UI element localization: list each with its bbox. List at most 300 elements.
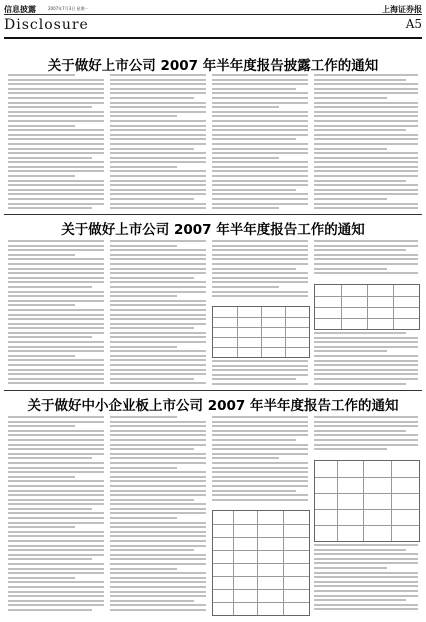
text-line [314, 170, 418, 172]
article-1-column-3 [212, 74, 308, 214]
text-line [8, 471, 104, 473]
text-line [8, 254, 75, 256]
text-line [314, 383, 406, 385]
text-line [314, 189, 418, 191]
article-3-table-1 [212, 510, 310, 616]
text-line [8, 604, 104, 606]
text-line [314, 125, 418, 127]
text-line [8, 83, 104, 85]
text-line [110, 314, 206, 316]
text-line [212, 166, 308, 168]
text-line [8, 355, 75, 357]
text-line [110, 277, 194, 279]
text-line [110, 508, 206, 510]
text-line [314, 161, 418, 163]
text-line [212, 286, 279, 288]
text-line [110, 457, 206, 459]
text-line [314, 416, 418, 418]
text-line [110, 74, 206, 76]
text-line [314, 152, 418, 154]
text-line [212, 425, 308, 427]
text-line [314, 448, 387, 450]
text-line [314, 193, 418, 195]
text-line [110, 522, 206, 524]
article-3-column-1 [8, 416, 104, 616]
text-line [8, 416, 104, 418]
text-line [110, 499, 194, 501]
text-line [212, 434, 308, 436]
text-line [110, 490, 206, 492]
text-line [110, 609, 206, 611]
text-line [212, 360, 308, 362]
text-line [314, 111, 418, 113]
text-line [110, 166, 177, 168]
text-line [314, 581, 418, 583]
text-line [8, 258, 104, 260]
text-line [314, 558, 418, 560]
text-line [212, 138, 296, 140]
text-line [110, 249, 206, 251]
text-line [8, 193, 104, 195]
text-line [110, 258, 206, 260]
text-line [8, 295, 104, 297]
text-line [212, 97, 308, 99]
text-line [314, 203, 418, 205]
text-line [314, 175, 418, 177]
article-2-bottom-rule [4, 390, 422, 391]
text-line [110, 425, 206, 427]
text-line [8, 369, 104, 371]
text-line [8, 92, 104, 94]
text-line [110, 572, 206, 574]
text-line [314, 254, 418, 256]
text-line [110, 471, 206, 473]
text-line [8, 490, 104, 492]
text-line [110, 125, 206, 127]
text-line [110, 157, 206, 159]
article-3-column-2 [110, 416, 206, 616]
text-line [110, 170, 206, 172]
text-line [8, 175, 75, 177]
text-line [8, 577, 75, 579]
text-line [8, 425, 75, 427]
text-line [8, 166, 104, 168]
text-line [110, 143, 206, 145]
text-line [212, 125, 308, 127]
text-line [8, 115, 104, 117]
text-line [110, 268, 206, 270]
article-3-column-4 [314, 416, 418, 456]
text-line [314, 567, 387, 569]
text-line [110, 300, 206, 302]
text-line [314, 120, 418, 122]
text-line [110, 595, 206, 597]
text-line [212, 152, 308, 154]
text-line [8, 503, 104, 505]
text-line [212, 79, 308, 81]
text-line [8, 540, 104, 542]
text-line [8, 198, 104, 200]
text-line [212, 198, 308, 200]
text-line [110, 563, 206, 565]
text-line [110, 568, 177, 570]
text-line [314, 74, 418, 76]
text-line [314, 97, 387, 99]
text-line [8, 249, 104, 251]
text-line [110, 369, 206, 371]
text-line [8, 453, 104, 455]
text-line [314, 258, 418, 260]
article-2-table-2 [314, 284, 420, 330]
article-2-column-1 [8, 240, 104, 388]
article-3-headline: 关于做好中小企业板上市公司 2007 年半年度报告工作的通知 [27, 398, 399, 414]
text-line [314, 585, 418, 587]
text-line [110, 323, 206, 325]
section-name-en: Disclosure [4, 17, 89, 33]
text-line [212, 148, 308, 150]
article-2-headline: 关于做好上市公司 2007 年半年度报告工作的通知 [61, 222, 365, 238]
text-line [314, 88, 418, 90]
text-line [314, 439, 418, 441]
text-line [212, 157, 279, 159]
text-line [110, 503, 206, 505]
text-line [8, 79, 104, 81]
text-line [110, 444, 206, 446]
text-line [8, 350, 104, 352]
text-line [110, 332, 206, 334]
text-line [110, 577, 206, 579]
text-line [8, 272, 104, 274]
text-line [8, 300, 104, 302]
text-line [110, 558, 206, 560]
text-line [212, 378, 296, 380]
text-line [8, 586, 104, 588]
text-line [110, 554, 206, 556]
text-line [212, 476, 308, 478]
text-line [110, 245, 177, 247]
text-line [8, 332, 104, 334]
text-line [8, 430, 104, 432]
text-line [8, 444, 104, 446]
text-line [8, 346, 104, 348]
text-line [314, 79, 406, 81]
issue-date: 2007年7月3日 星期一 [48, 6, 89, 11]
text-line [8, 609, 92, 611]
article-1-column-2 [110, 74, 206, 214]
text-line [110, 373, 206, 375]
text-line [212, 421, 308, 423]
text-line [8, 106, 92, 108]
text-line [8, 111, 104, 113]
text-line [110, 336, 206, 338]
text-line [212, 490, 296, 492]
text-line [110, 97, 194, 99]
text-line [212, 143, 308, 145]
text-line [8, 327, 104, 329]
text-line [8, 318, 104, 320]
text-line [212, 268, 296, 270]
text-line [314, 544, 418, 546]
text-line [212, 295, 308, 297]
text-line [212, 494, 308, 496]
text-line [212, 291, 308, 293]
text-line [212, 369, 308, 371]
text-line [314, 337, 418, 339]
article-1-column-1 [8, 74, 104, 214]
article-1-bottom-rule [4, 214, 422, 215]
text-line [8, 572, 104, 574]
text-line [110, 134, 206, 136]
text-line [8, 129, 104, 131]
text-line [110, 203, 206, 205]
text-line [314, 148, 387, 150]
text-line [314, 249, 406, 251]
text-line [8, 245, 104, 247]
article-3-column-3 [212, 416, 308, 506]
text-line [110, 102, 206, 104]
text-line [212, 245, 308, 247]
text-line [212, 102, 308, 104]
text-line [212, 88, 296, 90]
text-line [8, 522, 104, 524]
text-line [110, 453, 206, 455]
text-line [212, 480, 308, 482]
text-line [8, 581, 104, 583]
text-line [8, 180, 104, 182]
text-line [212, 170, 308, 172]
text-line [8, 558, 92, 560]
text-line [314, 184, 418, 186]
article-2-column-3-tail [212, 360, 308, 388]
text-line [8, 359, 104, 361]
text-line [8, 476, 75, 478]
text-line [8, 480, 104, 482]
text-line [110, 382, 206, 384]
text-line [8, 268, 104, 270]
text-line [212, 249, 308, 251]
text-line [314, 332, 406, 334]
text-line [212, 416, 308, 418]
text-line [212, 471, 308, 473]
text-line [314, 166, 418, 168]
text-line [212, 383, 308, 385]
text-line [8, 421, 104, 423]
text-line [110, 193, 206, 195]
text-line [212, 258, 308, 260]
text-line [314, 360, 418, 362]
text-line [212, 92, 308, 94]
text-line [8, 309, 104, 311]
text-line [314, 138, 418, 140]
text-line [8, 341, 104, 343]
text-line [8, 600, 104, 602]
text-line [110, 318, 206, 320]
text-line [110, 549, 194, 551]
text-line [8, 336, 92, 338]
text-line [212, 462, 308, 464]
text-line [212, 134, 308, 136]
text-line [314, 350, 387, 352]
text-line [110, 591, 206, 593]
text-line [8, 161, 104, 163]
text-line [110, 291, 206, 293]
text-line [110, 531, 206, 533]
text-line [110, 480, 206, 482]
text-line [314, 595, 418, 597]
text-line [110, 189, 206, 191]
text-line [110, 106, 206, 108]
text-line [212, 193, 308, 195]
text-line [212, 263, 308, 265]
text-line [110, 263, 206, 265]
text-line [314, 272, 418, 274]
text-line [110, 161, 206, 163]
text-line [212, 272, 308, 274]
text-line [8, 517, 104, 519]
paper-name: 上海证券报 [382, 4, 422, 14]
text-line [8, 364, 104, 366]
text-line [110, 88, 206, 90]
text-line [8, 494, 104, 496]
text-line [110, 327, 194, 329]
text-line [8, 304, 75, 306]
article-1-column-4 [314, 74, 418, 214]
text-line [110, 467, 177, 469]
text-line [314, 604, 418, 606]
text-line [8, 102, 104, 104]
text-line [8, 448, 104, 450]
text-line [314, 157, 418, 159]
text-line [110, 254, 206, 256]
text-line [110, 545, 206, 547]
article-2-column-4-tail [314, 332, 418, 388]
text-line [8, 189, 104, 191]
text-line [314, 106, 418, 108]
text-line [314, 355, 418, 357]
text-line [314, 421, 418, 423]
text-line [8, 184, 104, 186]
text-line [8, 286, 92, 288]
text-line [110, 364, 206, 366]
text-line [110, 304, 206, 306]
text-line [8, 157, 92, 159]
text-line [110, 281, 206, 283]
text-line [110, 129, 206, 131]
text-line [212, 439, 296, 441]
article-3-table-2 [314, 460, 420, 542]
text-line [212, 448, 308, 450]
text-line [314, 245, 418, 247]
text-line [8, 457, 92, 459]
text-line [8, 207, 92, 209]
text-line [314, 263, 418, 265]
text-line [8, 138, 104, 140]
text-line [314, 378, 418, 380]
text-line [8, 563, 104, 565]
text-line [110, 421, 206, 423]
text-line [8, 148, 104, 150]
text-line [110, 604, 206, 606]
text-line [8, 134, 104, 136]
masthead-rule [4, 37, 422, 39]
text-line [212, 277, 308, 279]
text-line [8, 240, 104, 242]
text-line [314, 115, 418, 117]
text-line [110, 586, 206, 588]
text-line [314, 562, 418, 564]
text-line [110, 535, 206, 537]
article-2-column-3 [212, 240, 308, 300]
text-line [110, 207, 206, 209]
text-line [314, 134, 418, 136]
text-line [110, 462, 206, 464]
text-line [314, 129, 406, 131]
text-line [314, 599, 406, 601]
text-line [110, 439, 206, 441]
text-line [314, 341, 418, 343]
text-line [110, 350, 206, 352]
text-line [212, 203, 308, 205]
text-line [110, 581, 206, 583]
text-line [110, 111, 206, 113]
text-line [110, 476, 206, 478]
text-line [314, 346, 418, 348]
text-line [8, 291, 104, 293]
article-1-headline: 关于做好上市公司 2007 年半年度报告披露工作的通知 [47, 58, 379, 74]
text-line [314, 549, 406, 551]
text-line [314, 240, 418, 242]
text-line [8, 170, 104, 172]
text-line [110, 346, 177, 348]
text-line [110, 138, 206, 140]
text-line [110, 430, 206, 432]
text-line [110, 448, 194, 450]
text-line [212, 254, 308, 256]
text-line [8, 508, 92, 510]
text-line [314, 553, 418, 555]
text-line [212, 374, 308, 376]
text-line [314, 425, 418, 427]
text-line [8, 378, 104, 380]
text-line [8, 382, 104, 384]
text-line [314, 430, 406, 432]
section-name-cn: 信息披露 [4, 5, 36, 14]
text-line [110, 115, 177, 117]
text-line [110, 79, 206, 81]
text-line [212, 430, 308, 432]
text-line [212, 111, 308, 113]
text-line [8, 467, 104, 469]
text-line [314, 83, 418, 85]
text-line [212, 106, 279, 108]
text-line [110, 152, 206, 154]
text-line [8, 203, 104, 205]
text-line [212, 485, 308, 487]
text-line [8, 554, 104, 556]
text-line [314, 572, 418, 574]
text-line [8, 74, 75, 76]
text-line [110, 378, 194, 380]
text-line [110, 286, 206, 288]
text-line [110, 175, 206, 177]
text-line [8, 125, 75, 127]
text-line [110, 434, 206, 436]
text-line [212, 189, 296, 191]
text-line [212, 467, 308, 469]
text-line [314, 608, 418, 610]
text-line [110, 512, 206, 514]
text-line [8, 462, 104, 464]
